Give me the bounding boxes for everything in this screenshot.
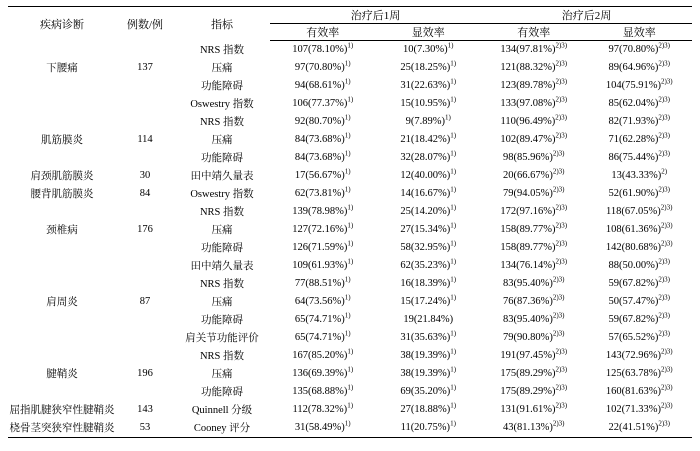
cell-index: 功能障碍	[201, 81, 243, 92]
cell-week2-effective: $133(97.08\%)^{2)3)}$	[500, 95, 568, 109]
cell-week1-marked: $12(40.00\%)^{1)}$	[400, 167, 457, 181]
cell-week2-marked: $160(81.63\%)^{2)3)}$	[605, 383, 673, 397]
cell-diagnosis	[8, 347, 116, 365]
cell-week2-effective: $175(89.29\%)^{2)3)}$	[500, 383, 568, 397]
cell-index: 压痛	[211, 63, 233, 74]
cell-week2-marked: $89(64.96\%)^{2)3)}$	[608, 59, 671, 73]
cell-diagnosis: 肩颈肌筋膜炎	[30, 171, 94, 182]
cell-week2-effective: $131(91.61\%)^{2)3)}$	[500, 401, 568, 415]
cell-diagnosis: 腰背肌筋膜炎	[30, 189, 94, 200]
cell-week2-marked: $104(75.91\%)^{2)3)}$	[605, 77, 673, 91]
cell-week2-effective: $76(87.36\%)^{2)3)}$	[502, 293, 565, 307]
cell-cases: 137	[137, 62, 153, 73]
cell-cases	[116, 95, 174, 113]
cell-cases	[116, 149, 174, 167]
cell-week2-effective: $110(96.49\%)^{2)3)}$	[500, 113, 567, 127]
cell-cases	[116, 203, 174, 221]
cell-index: NRS 指数	[199, 351, 245, 362]
header-group-week1: 治疗后1周	[270, 7, 481, 24]
cell-week1-effective: $135(68.88\%)^{1)}$	[292, 383, 354, 397]
cell-index: 功能障碍	[201, 315, 243, 326]
cell-week2-effective: $98(85.96\%)^{2)3)}$	[502, 149, 565, 163]
cell-index: NRS 指数	[199, 279, 245, 290]
cell-week1-effective: $31(58.49\%)^{1)}$	[270, 419, 376, 438]
table-row	[8, 275, 692, 293]
cell-week1-effective: $62(73.81\%)^{1)}$	[294, 185, 351, 199]
cell-cases	[116, 275, 174, 293]
table-row	[8, 131, 692, 149]
cell-cases	[116, 113, 174, 131]
cell-week1-effective: $17(56.67\%)^{1)}$	[294, 167, 351, 181]
cell-index: 压痛	[211, 225, 233, 236]
cell-cases: 114	[137, 134, 153, 145]
cell-week2-effective: $83(95.40\%)^{2)3)}$	[502, 311, 565, 325]
header-cases: 例数/例	[116, 7, 174, 41]
table-body	[8, 41, 692, 438]
table-row	[8, 257, 692, 275]
cell-diagnosis	[8, 275, 116, 293]
cell-week2-effective: $102(89.47\%)^{2)3)}$	[500, 131, 568, 145]
cell-diagnosis	[8, 113, 116, 131]
cell-index: Oswestry 指数	[190, 99, 254, 110]
cell-diagnosis	[8, 203, 116, 221]
cell-diagnosis: 下腰痛	[46, 63, 78, 74]
cell-week2-marked: $71(62.28\%)^{2)3)}$	[608, 131, 671, 145]
cell-index: 功能障碍	[201, 387, 243, 398]
cell-week2-marked: $97(70.80\%)^{2)3)}$	[608, 41, 671, 56]
cell-week1-effective: $65(74.71\%)^{1)}$	[294, 311, 351, 325]
cell-week1-marked: $62(35.23\%)^{1)}$	[400, 257, 457, 271]
cell-week2-effective: $175(89.29\%)^{2)3)}$	[500, 365, 568, 379]
cell-week1-marked: $14(16.67\%)^{1)}$	[400, 185, 457, 199]
cell-week1-marked: $10(7.30\%)^{1)}$	[403, 41, 454, 56]
table-row	[8, 329, 692, 347]
cell-week1-effective: $136(69.39\%)^{1)}$	[292, 365, 354, 379]
cell-week2-effective: $191(97.45\%)^{2)3)}$	[500, 347, 568, 361]
cell-week1-effective: $167(85.20\%)^{1)}$	[292, 347, 354, 361]
cell-week2-marked: $82(71.93\%)^{2)3)}$	[608, 113, 671, 127]
cell-week1-effective: $84(73.68\%)^{1)}$	[294, 131, 351, 145]
cell-week1-effective: $109(61.93\%)^{1)}$	[292, 257, 354, 271]
cell-week1-marked: $21(18.42\%)^{1)}$	[400, 131, 457, 145]
cell-week1-marked: $15(10.95\%)^{1)}$	[400, 95, 457, 109]
cell-cases	[116, 383, 174, 401]
cell-week1-marked: $31(35.63\%)^{1)}$	[400, 329, 457, 343]
table-row	[8, 95, 692, 113]
cell-week1-effective: $107(78.10\%)^{1)}$	[292, 41, 354, 56]
cell-week2-marked: $86(75.44\%)^{2)3)}$	[608, 149, 671, 163]
cell-week2-marked: $142(80.68\%)^{2)3)}$	[605, 239, 673, 253]
cell-week1-effective: $65(74.71\%)^{1)}$	[294, 329, 351, 343]
cell-diagnosis: 桡骨茎突狭窄性腱鞘炎	[8, 419, 116, 438]
cell-week1-effective: $64(73.56\%)^{1)}$	[294, 293, 351, 307]
cell-week2-effective: $20(66.67\%)^{2)3)}$	[502, 167, 565, 181]
cell-week1-marked: 19(21.84%)	[403, 314, 454, 325]
table-row	[8, 221, 692, 239]
cell-cases	[116, 239, 174, 257]
cell-cases: 87	[139, 296, 151, 307]
cell-diagnosis	[8, 77, 116, 95]
table-row	[8, 239, 692, 257]
cell-week1-marked: $16(18.39\%)^{1)}$	[400, 275, 457, 289]
cell-cases	[116, 41, 174, 59]
cell-week2-marked: $108(61.36\%)^{2)3)}$	[605, 221, 673, 235]
cell-diagnosis	[8, 329, 116, 347]
cell-week1-effective: $92(80.70\%)^{1)}$	[294, 113, 351, 127]
cell-diagnosis: 肌筋膜炎	[41, 135, 83, 146]
cell-diagnosis	[8, 149, 116, 167]
cell-week1-effective: $127(72.16\%)^{1)}$	[292, 221, 354, 235]
cell-diagnosis	[8, 95, 116, 113]
cell-diagnosis	[8, 41, 116, 59]
cell-week1-marked: $25(18.25\%)^{1)}$	[400, 59, 457, 73]
cell-week1-marked: $27(18.88\%)^{1)}$	[400, 401, 457, 415]
cell-week2-marked: $22(41.51\%)^{2)3)}$	[587, 419, 693, 438]
cell-week2-marked: $118(67.05\%)^{2)3)}$	[606, 203, 673, 217]
cell-week1-effective: $106(77.37\%)^{1)}$	[292, 95, 354, 109]
cell-cases: 84	[139, 188, 151, 199]
cell-week1-marked: $27(15.34\%)^{1)}$	[400, 221, 457, 235]
cell-index: Oswestry 指数	[190, 189, 254, 200]
table-row	[8, 41, 692, 59]
header-week1-effective: 有效率	[270, 24, 376, 41]
cell-index: NRS 指数	[199, 117, 245, 128]
cell-week1-marked: $9(7.89\%)^{1)}$	[405, 113, 451, 127]
cell-week2-effective: $79(94.05\%)^{2)3)}$	[502, 185, 565, 199]
table-row	[8, 167, 692, 185]
cell-diagnosis	[8, 257, 116, 275]
header-index: 指标	[174, 7, 270, 41]
table-row	[8, 365, 692, 383]
cell-week1-marked: $11(20.75\%)^{1)}$	[376, 419, 482, 438]
table-row	[8, 77, 692, 95]
cell-cases	[116, 77, 174, 95]
cell-week2-marked: $59(67.82\%)^{2)3)}$	[608, 311, 671, 325]
header-week1-marked: 显效率	[376, 24, 482, 41]
cell-week2-effective: $158(89.77\%)^{2)3)}$	[500, 239, 568, 253]
cell-diagnosis: 屈指肌腱狭窄性腱鞘炎	[9, 405, 115, 416]
cell-index: Cooney 评分	[174, 419, 270, 438]
cell-week2-marked: $13(43.33\%)^{2)}$	[611, 167, 668, 181]
cell-week1-effective: $84(73.68\%)^{1)}$	[294, 149, 351, 163]
cell-cases: 176	[137, 224, 153, 235]
cell-week2-effective: $79(90.80\%)^{2)3)}$	[502, 329, 565, 343]
table-row	[8, 383, 692, 401]
table-row	[8, 419, 692, 438]
cell-diagnosis	[8, 383, 116, 401]
table-row	[8, 59, 692, 77]
cell-week1-effective: $77(88.51\%)^{1)}$	[294, 275, 351, 289]
cell-cases	[116, 311, 174, 329]
cell-diagnosis: 腱鞘炎	[46, 369, 78, 380]
cell-week1-effective: $94(68.61\%)^{1)}$	[294, 77, 351, 91]
cell-week2-marked: $88(50.00\%)^{2)3)}$	[608, 257, 671, 271]
cell-diagnosis: 颈椎病	[46, 225, 78, 236]
table-row	[8, 185, 692, 203]
table-row	[8, 293, 692, 311]
cell-week1-marked: $58(32.95\%)^{1)}$	[400, 239, 457, 253]
cell-index: 田中靖久量表	[190, 171, 254, 182]
cell-week2-effective: $121(88.32\%)^{2)3)}$	[500, 59, 568, 73]
cell-diagnosis	[8, 239, 116, 257]
cell-week2-marked: $125(63.78\%)^{2)3)}$	[605, 365, 673, 379]
cell-week1-marked: $25(14.20\%)^{1)}$	[400, 203, 457, 217]
header-week2-marked: 显效率	[587, 24, 693, 41]
cell-index: 功能障碍	[201, 153, 243, 164]
cell-week2-marked: $85(62.04\%)^{2)3)}$	[608, 95, 671, 109]
cell-cases	[116, 347, 174, 365]
cell-week2-marked: $102(71.33\%)^{2)3)}$	[605, 401, 673, 415]
cell-diagnosis	[8, 311, 116, 329]
cell-week1-marked: $38(19.39\%)^{1)}$	[400, 347, 457, 361]
cell-week1-marked: $15(17.24\%)^{1)}$	[400, 293, 457, 307]
cell-week1-marked: $38(19.39\%)^{1)}$	[400, 365, 457, 379]
table-row	[8, 149, 692, 167]
cell-week2-effective: $43(81.13\%)^{2)3)}$	[481, 419, 587, 438]
cell-cases: 53	[116, 419, 174, 438]
cell-cases: 143	[137, 404, 153, 415]
cell-week1-effective: $112(78.32\%)^{1)}$	[292, 401, 354, 415]
cell-week2-marked: $50(57.47\%)^{2)3)}$	[608, 293, 671, 307]
cell-week1-marked: $32(28.07\%)^{1)}$	[400, 149, 457, 163]
cell-index: 压痛	[211, 369, 233, 380]
table-row	[8, 311, 692, 329]
table-header	[8, 7, 692, 41]
cell-week2-effective: $158(89.77\%)^{2)3)}$	[500, 221, 568, 235]
cell-week2-marked: $143(72.96\%)^{2)3)}$	[605, 347, 673, 361]
cell-week2-marked: $57(65.52\%)^{2)3)}$	[608, 329, 671, 343]
cell-week2-effective: $134(97.81\%)^{2)3)}$	[500, 41, 568, 56]
cell-week1-marked: $69(35.20\%)^{1)}$	[400, 383, 457, 397]
cell-index: 压痛	[211, 135, 233, 146]
cell-cases: 196	[137, 368, 153, 379]
cell-index: 田中靖久量表	[190, 261, 254, 272]
cell-index: 肩关节功能评价	[185, 333, 259, 344]
header-row-groups	[8, 7, 692, 24]
cell-week2-effective: $134(76.14\%)^{2)3)}$	[500, 257, 568, 271]
cell-index: NRS 指数	[199, 45, 245, 56]
cell-week1-marked: $31(22.63\%)^{1)}$	[400, 77, 457, 91]
cell-index: Quinnell 分级	[191, 405, 253, 416]
cell-diagnosis: 肩周炎	[46, 297, 78, 308]
table-row	[8, 203, 692, 221]
cell-week2-marked: $59(67.82\%)^{2)3)}$	[608, 275, 671, 289]
cell-index: 功能障碍	[201, 243, 243, 254]
cell-week2-marked: $52(61.90\%)^{2)3)}$	[608, 185, 671, 199]
header-diagnosis: 疾病诊断	[8, 7, 116, 41]
cell-index: 压痛	[211, 297, 233, 308]
results-table	[8, 6, 692, 438]
cell-cases	[116, 257, 174, 275]
cell-week2-effective: $123(89.78\%)^{2)3)}$	[500, 77, 568, 91]
cell-week1-effective: $126(71.59\%)^{1)}$	[292, 239, 354, 253]
cell-week2-effective: $172(97.16\%)^{2)3)}$	[500, 203, 568, 217]
table-row	[8, 401, 692, 419]
table-row	[8, 113, 692, 131]
cell-cases	[116, 329, 174, 347]
cell-cases: 30	[139, 170, 151, 181]
header-week2-effective: 有效率	[481, 24, 587, 41]
cell-week2-effective: $83(95.40\%)^{2)3)}$	[502, 275, 565, 289]
cell-week1-effective: $97(70.80\%)^{1)}$	[294, 59, 351, 73]
header-group-week2: 治疗后2周	[481, 7, 692, 24]
table-row	[8, 347, 692, 365]
cell-week1-effective: $139(78.98\%)^{1)}$	[292, 203, 354, 217]
cell-index: NRS 指数	[199, 207, 245, 218]
